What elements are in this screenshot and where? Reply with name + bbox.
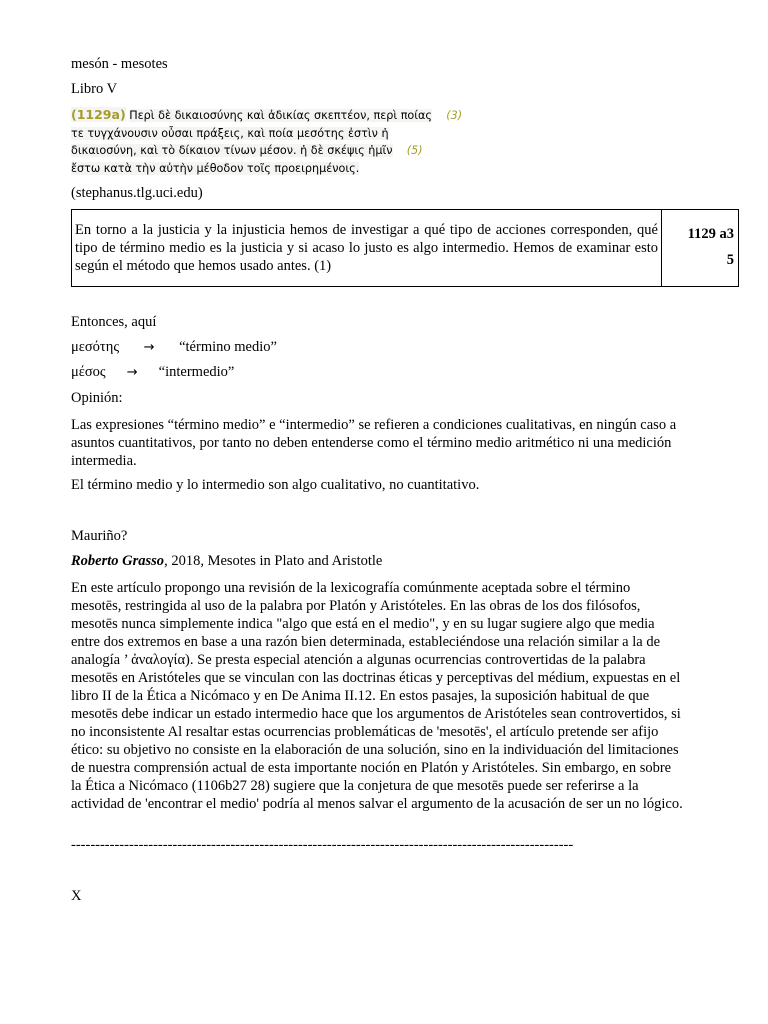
arrow-right-icon: → (126, 365, 138, 380)
term-meaning-mesos: “intermedio” (158, 364, 235, 380)
line-number-5: (5) (406, 144, 423, 157)
citation-details: , 2018, Mesotes in Plato and Aristotle (164, 553, 383, 569)
greek-line-3: δικαιοσύνη, καὶ τὸ δίκαιον τίνων μέσον. ἡ δὲ σκέψις ἡμῖν (71, 144, 393, 157)
greek-line-2: τε τυγχάνουσιν οὖσαι πράξεις, καὶ ποία μεσότης ἐστὶν ἡ (71, 126, 389, 140)
source-citation: (stephanus.tlg.uci.edu) (71, 185, 203, 201)
terms-intro: Entonces, aquí (71, 314, 157, 330)
reference-citation (71, 553, 382, 570)
arrow-right-icon: → (143, 340, 155, 355)
abstract-paragraph: En este artículo propongo una revisión de la lexicografía comúnmente aceptada sobre el término mesotēs, restringida al uso de la palabra por Platón y Aristóteles. En las obras de los dos filósofos, mesotēs nunca simplemente indica "algo que está en el medio", y en su lugar sugiere algo que media entre dos extremos en base a una razón bien determinada, estableciéndose una relación similar a la de analogía ’ ἀναλογία). Se presta especial atención a algunas ocurrencias controvertidas de la palabra mesotēs en Aristóteles que se vinculan con las doctrinas éticas y perceptivas del médium, expuestas en el libro II de la Ética a Nicómaco y en De Anima II.12. En estos pasajes, la suposición habitual de que mesotēs debe indicar un estado intermedio hace que los argumentos de Aristóteles sean controvertidos, si no inconsistente Al resaltar estas ocurrencias problemáticas de 'mesotēs', el artículo pretende ser afijo ético: su objetivo no consiste en la elaboración de una solución, sino en la individuación del limitaciones de nuestra comprensión actual de esta importante noción en Platón y Aristóteles. Sin embargo, en sobre la Ética a Nicómaco (1106b27 28) sugiere que la conjetura de que mesotēs puede ser referirse a la actividad de 'encontrar el medio' podría al menos salvar el argumento de la acusación de ser un no lógico. (71, 580, 683, 812)
opinion-label: Opinión: (71, 390, 123, 406)
reference-line-2: 5 (726, 252, 734, 268)
opinion-paragraph-1: Las expresiones “término medio” e “intermedio” se refieren a condiciones cualitativas, en ningún caso a asuntos cuantitativos, por tanto no deben entenderse como el término medio aritmético ni una medición intermedia. (71, 417, 677, 469)
book-label: Libro V (71, 81, 118, 97)
translation-text: En torno a la justicia y la injusticia hemos de investigar a qué tipo de acciones corresponden, qué tipo de término medio es la justicia y si acaso lo justo es algo intermedio. Hemos de examinar esto según el método que hemos usado antes. (1) (72, 210, 662, 287)
translation-reference (662, 210, 739, 287)
line-number-3: (3) (446, 109, 463, 122)
term-greek-mesos: μέσος (71, 364, 106, 380)
term-row-mesotes (71, 339, 277, 356)
term-greek-mesotes: μεσότης (71, 339, 120, 355)
greek-ref-label: (1129a) (71, 107, 126, 122)
translation-table (71, 209, 739, 287)
reference-question: Mauriño? (71, 528, 128, 544)
greek-line-4: ἔστω κατὰ τὴν αὐτὴν μέθοδον τοῖς προειρημένοις. (71, 161, 360, 175)
opinion-paragraph-2: El término medio y lo intermedio son algo cualitativo, no cuantitativo. (71, 477, 480, 493)
reference-line-1: 1129 a3 (687, 226, 734, 242)
term-meaning-mesotes: “término medio” (179, 339, 277, 355)
footer-mark: X (71, 888, 82, 904)
term-row-mesos (71, 364, 234, 381)
document-title: mesón - mesotes (71, 56, 168, 72)
separator-line: -------------------------------------------------------------------------------------------------------- (71, 837, 574, 853)
greek-line-1: Περὶ δὲ δικαιοσύνης καὶ ἀδικίας σκεπτέον, περὶ ποίας (129, 109, 433, 122)
greek-passage (71, 106, 501, 177)
translation-row (72, 210, 739, 287)
author-name: Roberto Grasso (71, 553, 165, 569)
